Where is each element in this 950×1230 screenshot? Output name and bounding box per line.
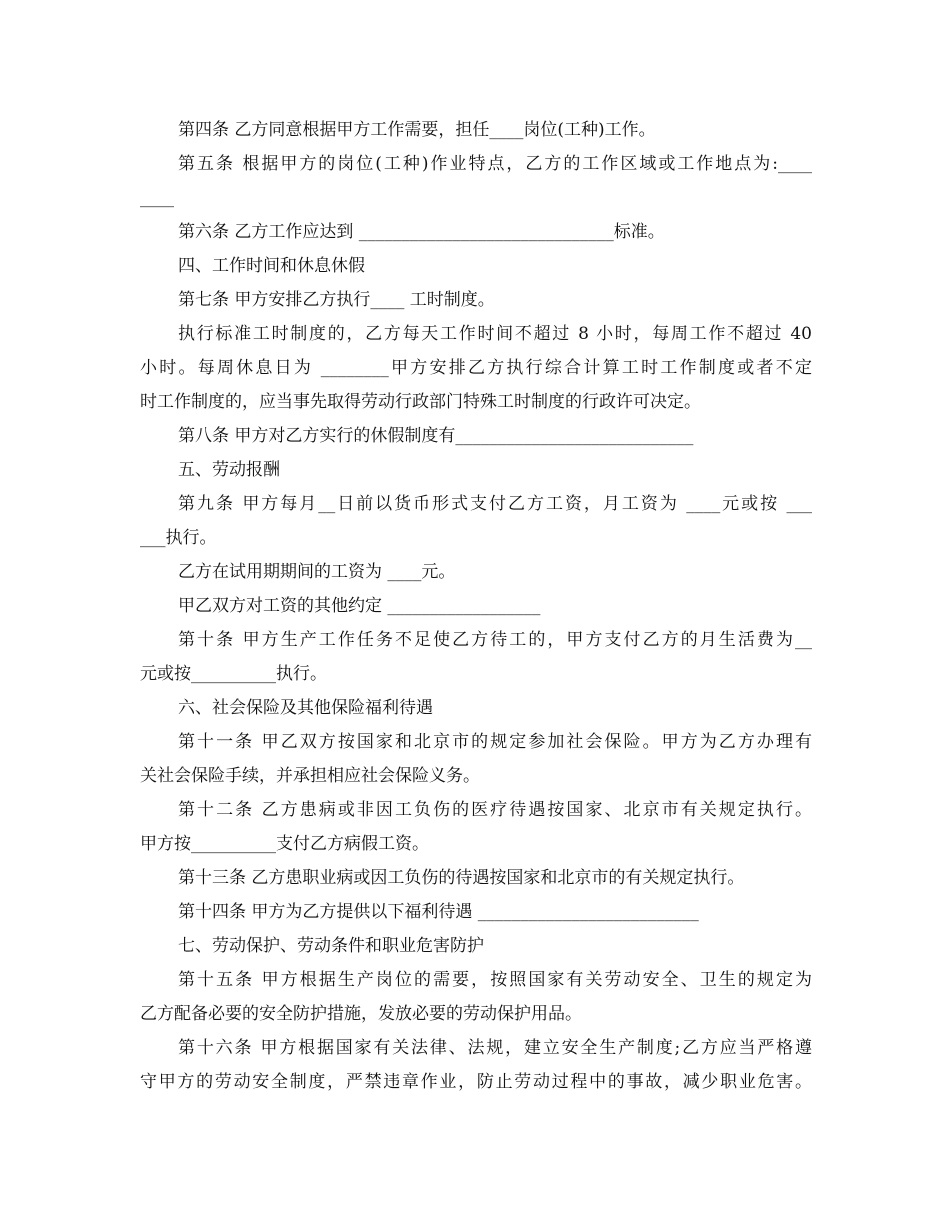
document-line: 四、工作时间和休息休假 [178,256,365,276]
document-line: 小时。每周休息日为 ________甲方安排乙方执行综合计算工时工作制度或者不定 [140,358,812,378]
contract-body-text [140,113,812,1099]
document-line: 执行标准工时制度的，乙方每天工作时间不超过 8 小时，每周工作不超过 40 [178,324,812,344]
document-line: 第十四条 甲方为乙方提供以下福利待遇 __________________________ [178,902,699,922]
document-line: 第九条 甲方每月__日前以货币形式支付乙方工资，月工资为 ____元或按 ___ [178,494,812,514]
document-line: 第十一条 甲乙双方按国家和北京市的规定参加社会保险。甲方为乙方办理有 [178,732,812,752]
document-line: 甲方按__________支付乙方病假工资。 [140,834,429,854]
document-line: 第八条 甲方对乙方实行的休假制度有____________________________ [178,426,694,446]
document-line: 时工作制度的，应当事先取得劳动行政部门特殊工时制度的行政许可决定。 [140,392,701,412]
document-line: 第七条 甲方安排乙方执行____ 工时制度。 [178,290,495,310]
document-line: 七、劳动保护、劳动条件和职业危害防护 [178,936,484,956]
document-line: 第十条 甲方生产工作任务不足使乙方待工的，甲方支付乙方的月生活费为__ [178,630,812,650]
document-line: 五、劳动报酬 [178,460,280,480]
document-line: 守甲方的劳动安全制度，严禁违章作业，防止劳动过程中的事故，减少职业危害。 [140,1072,812,1092]
document-line: 第十六条 甲方根据国家有关法律、法规，建立安全生产制度;乙方应当严格遵 [178,1038,812,1058]
document-line: 第十五条 甲方根据生产岗位的需要，按照国家有关劳动安全、卫生的规定为 [178,970,812,990]
document-line: 甲乙双方对工资的其他约定 __________________ [178,596,541,616]
document-line: 第四条 乙方同意根据甲方工作需要，担任____岗位(工种)工作。 [178,120,656,140]
document-line: ____ [140,188,174,208]
document-line: 关社会保险手续，并承担相应社会保险义务。 [140,766,480,786]
document-line: 第五条 根据甲方的岗位(工种)作业特点，乙方的工作区域或工作地点为:____ [178,154,812,174]
document-line: 第十三条 乙方患职业病或因工负伤的待遇按国家和北京市的有关规定执行。 [178,868,745,888]
document-line: 乙方在试用期期间的工资为 ____元。 [178,562,456,582]
document-line: 乙方配备必要的安全防护措施，发放必要的劳动保护用品。 [140,1004,582,1024]
document-line: 元或按__________执行。 [140,664,327,684]
document-line: 第六条 乙方工作应达到 ______________________________标准。 [178,222,665,242]
document-line: 六、社会保险及其他保险福利待遇 [178,698,433,718]
document-line: ___执行。 [140,528,217,548]
document-line: 第十二条 乙方患病或非因工负伤的医疗待遇按国家、北京市有关规定执行。 [178,800,812,820]
